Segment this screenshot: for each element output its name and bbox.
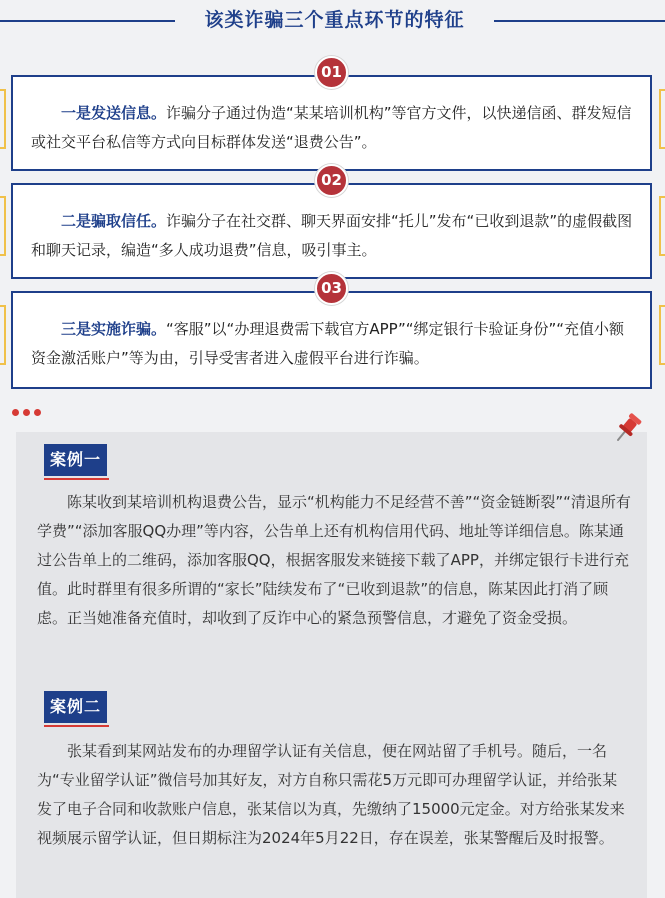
point-body-1: 诈骗分子通过伪造“某某培训机构”等官方文件，以快递信函、群发短信或社交平台私信等方式向目标群体发送“退费公告”。 <box>31 104 632 151</box>
case-label-2: 案例二 <box>44 691 107 723</box>
point-number-badge-1: 01 <box>315 56 348 89</box>
case-label-1: 案例一 <box>44 444 107 476</box>
decor-bar-right-1 <box>659 89 665 149</box>
header-rule-left <box>0 20 175 22</box>
header-rule-right <box>494 20 665 22</box>
decor-bar-right-2 <box>659 196 665 256</box>
case-label-underline-2 <box>44 725 109 727</box>
point-body-3: “客服”以“办理退费需下载官方APP”“绑定银行卡验证身份”“充值小额资金激活账户”等为由，引导受害者进入虚假平台进行诈骗。 <box>31 320 625 367</box>
section-header <box>0 0 665 42</box>
point-box-1 <box>11 75 652 171</box>
decor-bar-left-2 <box>0 196 6 256</box>
decor-bar-left-3 <box>0 305 6 365</box>
point-text-1 <box>31 99 636 157</box>
pushpin-icon <box>612 410 644 444</box>
three-dots-icon <box>12 409 46 419</box>
decor-bar-right-3 <box>659 305 665 365</box>
point-box-3 <box>11 291 652 389</box>
point-number-badge-3: 03 <box>315 272 348 305</box>
point-number-badge-2: 02 <box>315 164 348 197</box>
case-card <box>16 432 647 898</box>
section-title: 该类诈骗三个重点环节的特征 <box>204 9 465 31</box>
case-text-2: 张某看到某网站发布的办理留学认证有关信息，便在网站留了手机号。随后，一名为“专业留学认证”微信号加其好友，对方自称只需花5万元即可办理留学认证，并给张某发了电子合同和收款账户信息，张某信以为真，先缴纳了15000元定金。对方给张某发来视频展示留学认证，但日期标注为2024年5月22日，存在误差，张某警醒后及时报警。 <box>37 742 625 847</box>
decor-bar-left-1 <box>0 89 6 149</box>
point-body-2: 诈骗分子在社交群、聊天界面安排“托儿”发布“已收到退款”的虚假截图和聊天记录，编造“多人成功退费”信息，吸引事主。 <box>31 212 633 259</box>
point-lead-3: 三是实施诈骗。 <box>61 320 167 338</box>
point-text-2 <box>31 207 636 265</box>
case-label-underline-1 <box>44 478 109 480</box>
point-lead-2: 二是骗取信任。 <box>61 212 167 230</box>
point-text-3 <box>31 315 636 373</box>
point-box-2 <box>11 183 652 279</box>
case-text-1: 陈某收到某培训机构退费公告，显示“机构能力不足经营不善”“资金链断裂”“清退所有学费”“添加客服QQ办理”等内容，公告单上还有机构信用代码、地址等详细信息。陈某通过公告单上的二维码，添加客服QQ，根据客服发来链接下载了APP，并绑定银行卡进行充值。此时群里有很多所谓的“家长”陆续发布了“已收到退款”的信息，陈某因此打消了顾虑。正当她准备充值时，却收到了反诈中心的紧急预警信息，才避免了资金受损。 <box>37 493 631 627</box>
point-lead-1: 一是发送信息。 <box>61 104 167 122</box>
